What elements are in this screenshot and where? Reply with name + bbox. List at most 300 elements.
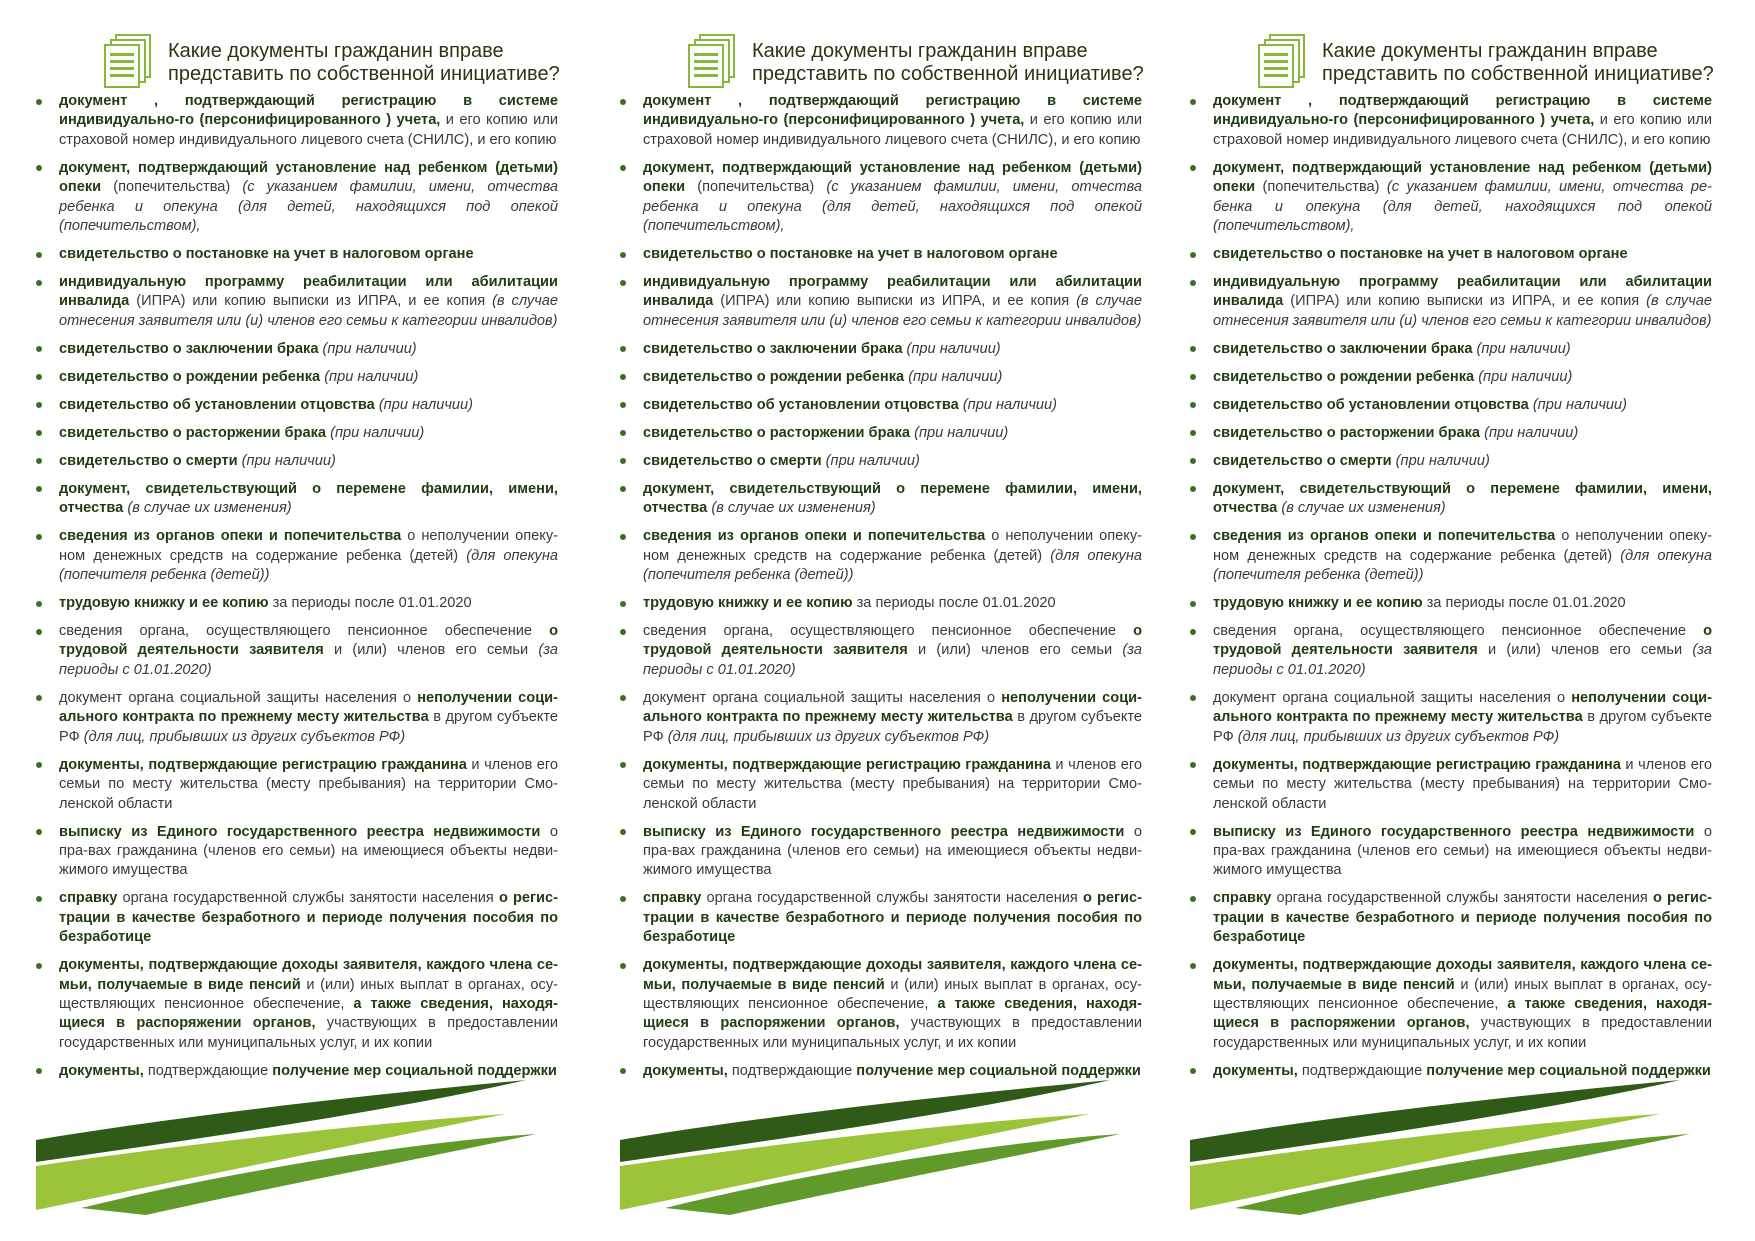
item-bold-text: свидетельство о расторжении брака: [643, 424, 911, 441]
bullet-icon: [620, 165, 626, 171]
list-item: [620, 622, 1142, 680]
green-swoosh-decoration: [1190, 1080, 1730, 1215]
item-bold-text: документы, подтверждающие регистрацию гражданина: [643, 756, 1051, 773]
list-item-text: [59, 480, 558, 519]
list-item-text: [643, 594, 1142, 613]
list-item-text: [643, 452, 1142, 471]
item-bold-text: документы, подтверждающие доходы заявителя, каждого члена се-мьи, получаемые в виде пенсий: [643, 957, 1142, 993]
item-regular-text-2: участвующих в предоставлении государственных или муниципальных услуг, и их копии: [643, 1015, 1142, 1051]
item-regular-text-2: и (или) членов его семьи: [907, 642, 1123, 659]
list-item-text: [1213, 368, 1712, 387]
item-regular-text: за периоды после 01.01.2020: [268, 595, 472, 612]
item-bold-text-2: получение мер социальной поддержки: [856, 1062, 1141, 1079]
list-item-text: [643, 823, 1142, 881]
item-regular-text-2: в другом субъекте РФ: [1213, 709, 1713, 745]
list-item: [1190, 956, 1712, 1053]
item-italic-text: (с указанием фамилии, имени, отчества ребенка и опекуна (для детей, находящихся под опекой (попечительством),: [643, 179, 1142, 235]
list-item-text: [59, 245, 558, 264]
list-item: [620, 245, 1142, 264]
bullet-icon: [36, 165, 42, 171]
bullet-icon: [620, 346, 626, 352]
item-italic-text: (в случае отнесения заявителя или (и) членов его семьи к категории инвалидов): [59, 293, 558, 329]
item-bold-text: свидетельство о рождении ребенка: [59, 368, 321, 385]
list-item: [620, 1062, 1142, 1081]
list-item-text: [643, 689, 1142, 747]
list-item-text: [643, 756, 1142, 814]
item-regular-text-2: в другом субъекте РФ: [59, 709, 559, 745]
list-item-text: [1213, 622, 1712, 680]
item-regular-text: (попечительства): [101, 179, 243, 196]
bullet-icon: [36, 829, 42, 835]
item-bold-text-2: получение мер социальной поддержки: [1426, 1062, 1711, 1079]
bullet-icon: [36, 762, 42, 768]
item-regular-text: (попечительства): [685, 179, 827, 196]
list-item: [620, 92, 1142, 150]
list-item: [1190, 756, 1712, 814]
list-item-text: [59, 159, 558, 237]
list-item: [620, 956, 1142, 1053]
list-item-text: [59, 689, 558, 747]
bullet-icon: [36, 896, 42, 902]
list-item: [1190, 622, 1712, 680]
item-regular-text-2: и (или) членов его семьи: [323, 642, 539, 659]
column-header: [686, 34, 1156, 94]
bullet-icon: [36, 534, 42, 540]
item-regular-text: о неполучении опеку-ном денежных средств на содержание ребенка (детей): [59, 528, 558, 564]
list-item: [36, 480, 558, 519]
list-item: [1190, 452, 1712, 471]
list-item: [620, 689, 1142, 747]
item-bold-text: выписку из Единого государственного реестра недвижимости: [1213, 823, 1695, 840]
bullet-icon: [620, 486, 626, 492]
list-item-text: [643, 889, 1142, 947]
item-bold-text: документ , подтверждающий регистрацию в системе индивидуально-го (персонифицированного ) учета,: [643, 93, 1142, 129]
item-bold-text: трудовую книжку и ее копию: [59, 595, 269, 612]
bullet-icon: [1190, 829, 1196, 835]
list-item: [36, 92, 558, 150]
list-item: [36, 159, 558, 237]
bullet-icon: [1190, 896, 1196, 902]
item-bold-text: свидетельство о смерти: [1213, 452, 1392, 469]
item-italic-text: (при наличии): [914, 424, 1009, 441]
item-italic-text: (в случае отнесения заявителя или (и) членов его семьи к категории инвалидов): [1213, 293, 1712, 329]
item-italic-text: (при наличии): [1395, 452, 1490, 469]
item-bold-text: индивидуальную программу реабилитации или абилитации инвалида: [1213, 274, 1712, 310]
item-regular-text: о неполучении опеку-ном денежных средств на содержание ребенка (детей): [1213, 528, 1712, 564]
bullet-icon: [36, 1068, 42, 1074]
list-item: [620, 424, 1142, 443]
bullet-icon: [620, 629, 626, 635]
list-item: [1190, 368, 1712, 387]
item-regular-text: и членов его семьи по месту жительства (месту пребывания) на территории Смо-ленской области: [1213, 756, 1713, 812]
list-item-text: [59, 368, 558, 387]
bullet-icon: [36, 486, 42, 492]
bullet-icon: [620, 963, 626, 969]
item-italic-text: (при наличии): [1476, 340, 1571, 357]
item-bold-text-2: неполучении соци-ального контракта по прежнему месту жительства: [643, 689, 1142, 726]
list-item: [620, 396, 1142, 415]
item-regular-text: и его копию или страховой номер индивидуального лицевого счета (СНИЛС), и его копию: [1213, 112, 1712, 148]
column-title: [168, 40, 560, 86]
list-item-text: [643, 159, 1142, 237]
item-regular-text: документ органа социальной защиты населения о: [59, 689, 418, 706]
item-italic-text: (при наличии): [330, 424, 425, 441]
bullet-icon: [620, 1068, 626, 1074]
list-item: [36, 622, 558, 680]
item-bold-text: документы, подтверждающие регистрацию гражданина: [59, 756, 467, 773]
green-swoosh-decoration: [36, 1080, 576, 1215]
bullet-icon: [36, 402, 42, 408]
list-item-text: [1213, 245, 1712, 264]
item-bold-text: свидетельство о заключении брака: [59, 340, 319, 357]
item-bold-text: свидетельство о постановке на учет в налоговом органе: [59, 246, 474, 263]
item-italic-text: (в случае их изменения): [1281, 500, 1446, 517]
list-item: [620, 480, 1142, 519]
item-italic-text: (за периоды с 01.01.2020): [643, 642, 1142, 678]
list-item-text: [1213, 480, 1712, 519]
item-regular-text-2: и (или) членов его семьи: [1477, 642, 1693, 659]
bullet-icon: [36, 280, 42, 286]
title-line-2: представить по собственной инициативе?: [168, 63, 560, 85]
item-italic-text: (при наличии): [324, 368, 419, 385]
list-item-text: [1213, 889, 1712, 947]
list-item: [36, 396, 558, 415]
list-item: [1190, 92, 1712, 150]
bullet-icon: [1190, 99, 1196, 105]
item-regular-text: за периоды после 01.01.2020: [1422, 595, 1626, 612]
list-item-text: [59, 424, 558, 443]
item-bold-text: документ, свидетельствующий о перемене фамилии, имени, отчества: [643, 480, 1142, 517]
list-item-text: [59, 956, 558, 1053]
list-item-text: [1213, 756, 1712, 814]
list-item: [1190, 159, 1712, 237]
list-item: [36, 527, 558, 585]
item-italic-text: (при наличии): [906, 340, 1001, 357]
bullet-icon: [1190, 695, 1196, 701]
bullet-icon: [620, 402, 626, 408]
bullet-icon: [36, 458, 42, 464]
column-title: [1322, 40, 1714, 86]
item-regular-text: органа государственной службы занятости населения: [701, 890, 1083, 907]
bullet-icon: [1190, 486, 1196, 492]
item-regular-text-2: участвующих в предоставлении государственных или муниципальных услуг, и их копии: [59, 1015, 558, 1051]
list-item-text: [59, 92, 558, 150]
item-bold-text: документ , подтверждающий регистрацию в системе индивидуально-го (персонифицированного ) учета,: [1213, 93, 1712, 129]
item-italic-text: (для лиц, прибывших из других субъектов РФ): [1237, 728, 1560, 745]
item-italic-text: (при наличии): [322, 340, 417, 357]
bullet-icon: [1190, 346, 1196, 352]
list-item: [1190, 273, 1712, 331]
item-italic-text: (за периоды с 01.01.2020): [1213, 642, 1712, 678]
item-bold-text-2: о регис-трации в качестве безработного и периоде получения пособия по безработице: [1213, 890, 1713, 946]
list-item: [36, 245, 558, 264]
bullet-icon: [36, 963, 42, 969]
item-bold-text: документы, подтверждающие доходы заявителя, каждого члена се-мьи, получаемые в виде пенсий: [1213, 957, 1712, 993]
list-item: [1190, 480, 1712, 519]
title-line-1: Какие документы гражданин вправе: [1322, 40, 1658, 62]
item-italic-text: (для опекуна (попечителя ребенка (детей)): [1213, 547, 1712, 584]
item-regular-text: (ИПРА) или копию выписки из ИПРА, и ее копия: [129, 293, 493, 310]
bullet-icon: [36, 601, 42, 607]
bullet-icon: [36, 374, 42, 380]
list-item-text: [1213, 1062, 1712, 1081]
list-item: [36, 424, 558, 443]
bullet-icon: [620, 252, 626, 258]
bullet-icon: [1190, 534, 1196, 540]
list-item-text: [59, 273, 558, 331]
bullet-icon: [36, 346, 42, 352]
bullet-icon: [1190, 402, 1196, 408]
bullet-icon: [1190, 601, 1196, 607]
bullet-icon: [620, 896, 626, 902]
list-item-text: [1213, 823, 1712, 881]
item-regular-text: и членов его семьи по месту жительства (месту пребывания) на территории Смо-ленской области: [59, 756, 559, 812]
item-bold-text-2: а также сведения, находя-щиеся в распоряжении органов,: [1213, 995, 1712, 1032]
bullet-icon: [36, 695, 42, 701]
list-item-text: [1213, 594, 1712, 613]
list-item-text: [1213, 159, 1712, 237]
bullet-icon: [36, 252, 42, 258]
bullet-icon: [1190, 430, 1196, 436]
list-item-text: [643, 424, 1142, 443]
list-item-text: [1213, 340, 1712, 359]
item-bold-text: документы,: [59, 1062, 144, 1079]
list-item: [620, 823, 1142, 881]
leaflet-column-3: [1190, 0, 1714, 1241]
bullet-icon: [36, 629, 42, 635]
item-bold-text: свидетельство о рождении ребенка: [643, 368, 905, 385]
bullet-icon: [620, 280, 626, 286]
item-regular-text: о пра-вах гражданина (членов его семьи) на имеющиеся объекты недви-жимого имущества: [59, 823, 558, 879]
list-item-text: [643, 1062, 1142, 1081]
item-italic-text: (в случае их изменения): [127, 500, 292, 517]
list-item-text: [643, 527, 1142, 585]
item-bold-text: индивидуальную программу реабилитации или абилитации инвалида: [643, 274, 1142, 310]
documents-stack-icon: [686, 34, 736, 88]
item-bold-text: индивидуальную программу реабилитации или абилитации инвалида: [59, 274, 558, 310]
list-item-text: [59, 889, 558, 947]
list-item: [1190, 1062, 1712, 1081]
item-bold-text: свидетельство о заключении брака: [1213, 340, 1473, 357]
item-regular-text: сведения органа, осуществляющего пенсионное обеспечение: [1213, 623, 1704, 640]
list-item: [1190, 889, 1712, 947]
item-regular-text: органа государственной службы занятости населения: [117, 890, 499, 907]
list-item: [620, 452, 1142, 471]
item-regular-text: о пра-вах гражданина (членов его семьи) на имеющиеся объекты недви-жимого имущества: [643, 823, 1142, 879]
item-italic-text: (при наличии): [962, 396, 1057, 413]
item-regular-text: подтверждающие: [727, 1062, 857, 1079]
leaflet-column-2: [620, 0, 1144, 1241]
list-item-text: [643, 956, 1142, 1053]
list-item-text: [643, 92, 1142, 150]
list-item: [1190, 689, 1712, 747]
item-italic-text: (в случае отнесения заявителя или (и) членов его семьи к категории инвалидов): [643, 293, 1142, 329]
list-item: [36, 594, 558, 613]
bullet-icon: [620, 99, 626, 105]
list-item-text: [59, 622, 558, 680]
item-italic-text: (при наличии): [1484, 424, 1579, 441]
item-regular-text: подтверждающие: [143, 1062, 273, 1079]
list-item: [1190, 245, 1712, 264]
bullet-icon: [1190, 280, 1196, 286]
item-regular-text: (ИПРА) или копию выписки из ИПРА, и ее копия: [713, 293, 1077, 310]
list-item: [36, 1062, 558, 1081]
item-bold-text: документы,: [643, 1062, 728, 1079]
documents-list: [620, 92, 1142, 1090]
item-regular-text: документ органа социальной защиты населения о: [1213, 689, 1572, 706]
list-item: [620, 340, 1142, 359]
item-bold-text: документы, подтверждающие регистрацию гражданина: [1213, 756, 1621, 773]
item-bold-text: документ, подтверждающий установление над ребенком (детьми) опеки: [643, 159, 1142, 196]
list-item-text: [1213, 396, 1712, 415]
green-swoosh-decoration: [620, 1080, 1160, 1215]
list-item: [1190, 823, 1712, 881]
item-bold-text: выписку из Единого государственного реестра недвижимости: [59, 823, 541, 840]
list-item-text: [1213, 424, 1712, 443]
bullet-icon: [1190, 963, 1196, 969]
list-item: [1190, 424, 1712, 443]
item-bold-text: документы,: [1213, 1062, 1298, 1079]
item-bold-text: справку: [643, 890, 702, 907]
item-bold-text: свидетельство о расторжении брака: [1213, 424, 1481, 441]
item-bold-text: свидетельство об установлении отцовства: [59, 396, 375, 413]
column-header: [102, 34, 572, 94]
list-item-text: [643, 245, 1142, 264]
bullet-icon: [1190, 165, 1196, 171]
item-bold-text: документ, свидетельствующий о перемене фамилии, имени, отчества: [59, 480, 558, 517]
item-italic-text: (в случае их изменения): [711, 500, 876, 517]
item-italic-text: (для лиц, прибывших из других субъектов РФ): [83, 728, 406, 745]
list-item: [1190, 594, 1712, 613]
list-item: [36, 823, 558, 881]
item-bold-text: документы, подтверждающие доходы заявителя, каждого члена се-мьи, получаемые в виде пенсий: [59, 957, 558, 993]
item-regular-text-2: в другом субъекте РФ: [643, 709, 1143, 745]
item-italic-text: (при наличии): [378, 396, 473, 413]
list-item-text: [59, 1062, 558, 1081]
item-italic-text: (с указанием фамилии, имени, отчества ре-бенка и опекуна (для детей, находящихся под опекой (попечительством),: [1213, 179, 1712, 235]
item-bold-text-2: о регис-трации в качестве безработного и периоде получения пособия по безработице: [59, 890, 559, 946]
item-bold-text: свидетельство о расторжении брака: [59, 424, 327, 441]
item-bold-text-2: получение мер социальной поддержки: [272, 1062, 557, 1079]
item-regular-text: (ИПРА) или копию выписки из ИПРА, и ее копия: [1283, 293, 1647, 310]
item-bold-text-2: о регис-трации в качестве безработного и периоде получения пособия по безработице: [643, 890, 1143, 946]
list-item-text: [59, 340, 558, 359]
item-regular-text: и (или) иных выплат в органах, осу-ществляющих пенсионное обеспечение,: [1213, 976, 1712, 1012]
list-item-text: [59, 756, 558, 814]
item-italic-text: (при наличии): [908, 368, 1003, 385]
documents-list: [36, 92, 558, 1090]
item-bold-text: документ , подтверждающий регистрацию в системе индивидуально-го (персонифицированного ) учета,: [59, 93, 558, 129]
bullet-icon: [1190, 762, 1196, 768]
bullet-icon: [1190, 374, 1196, 380]
list-item: [620, 594, 1142, 613]
list-item: [1190, 527, 1712, 585]
bullet-icon: [620, 430, 626, 436]
item-regular-text: о пра-вах гражданина (членов его семьи) на имеющиеся объекты недви-жимого имущества: [1213, 823, 1712, 879]
item-italic-text: (для опекуна (попечителя ребенка (детей)): [643, 547, 1142, 584]
item-regular-text: органа государственной службы занятости населения: [1271, 890, 1653, 907]
item-italic-text: (при наличии): [825, 452, 920, 469]
item-regular-text: о неполучении опеку-ном денежных средств на содержание ребенка (детей): [643, 528, 1142, 564]
list-item-text: [59, 823, 558, 881]
item-italic-text: (для опекуна (попечителя ребенка (детей)): [59, 547, 558, 584]
list-item: [36, 340, 558, 359]
item-bold-text: справку: [59, 890, 118, 907]
list-item-text: [1213, 273, 1712, 331]
item-bold-text: свидетельство об установлении отцовства: [643, 396, 959, 413]
bullet-icon: [620, 458, 626, 464]
item-regular-text: сведения органа, осуществляющего пенсионное обеспечение: [643, 623, 1134, 640]
item-bold-text-2: а также сведения, находя-щиеся в распоряжении органов,: [59, 995, 558, 1032]
list-item: [1190, 396, 1712, 415]
item-regular-text: и (или) иных выплат в органах, осу-ществляющих пенсионное обеспечение,: [643, 976, 1142, 1012]
bullet-icon: [620, 762, 626, 768]
bullet-icon: [36, 430, 42, 436]
title-line-1: Какие документы гражданин вправе: [752, 40, 1088, 62]
bullet-icon: [1190, 629, 1196, 635]
bullet-icon: [1190, 1068, 1196, 1074]
list-item-text: [1213, 527, 1712, 585]
item-bold-text-2: о трудовой деятельности заявителя: [1213, 623, 1712, 659]
list-item-text: [643, 480, 1142, 519]
list-item-text: [1213, 956, 1712, 1053]
list-item: [36, 756, 558, 814]
title-line-2: представить по собственной инициативе?: [752, 63, 1144, 85]
item-bold-text-2: о трудовой деятельности заявителя: [59, 623, 558, 659]
list-item-text: [643, 340, 1142, 359]
documents-stack-icon: [1256, 34, 1306, 88]
list-item: [620, 756, 1142, 814]
item-bold-text: документ, подтверждающий установление над ребенком (детьми) опеки: [1213, 159, 1712, 196]
bullet-icon: [620, 829, 626, 835]
leaflet-column-1: [36, 0, 560, 1241]
list-item-text: [643, 622, 1142, 680]
list-item: [36, 956, 558, 1053]
item-bold-text: трудовую книжку и ее копию: [643, 595, 853, 612]
item-bold-text: свидетельство о постановке на учет в налоговом органе: [643, 246, 1058, 263]
title-line-2: представить по собственной инициативе?: [1322, 63, 1714, 85]
list-item: [36, 889, 558, 947]
item-bold-text-2: о трудовой деятельности заявителя: [643, 623, 1142, 659]
item-bold-text: сведения из органов опеки и попечительства: [1213, 528, 1556, 545]
item-regular-text: и (или) иных выплат в органах, осу-ществляющих пенсионное обеспечение,: [59, 976, 558, 1012]
item-regular-text: и членов его семьи по месту жительства (месту пребывания) на территории Смо-ленской области: [643, 756, 1143, 812]
list-item: [36, 273, 558, 331]
item-bold-text: справку: [1213, 890, 1272, 907]
item-bold-text-2: неполучении соци-ального контракта по прежнему месту жительства: [59, 689, 558, 726]
column-title: [752, 40, 1144, 86]
bullet-icon: [620, 601, 626, 607]
list-item: [36, 689, 558, 747]
item-bold-text: документ, подтверждающий установление над ребенком (детьми) опеки: [59, 159, 558, 196]
item-italic-text: (при наличии): [241, 452, 336, 469]
bullet-icon: [620, 374, 626, 380]
documents-list: [1190, 92, 1712, 1090]
list-item: [620, 368, 1142, 387]
bullet-icon: [1190, 458, 1196, 464]
item-regular-text: подтверждающие: [1297, 1062, 1427, 1079]
item-italic-text: (для лиц, прибывших из других субъектов РФ): [667, 728, 990, 745]
list-item: [620, 889, 1142, 947]
item-regular-text: сведения органа, осуществляющего пенсионное обеспечение: [59, 623, 550, 640]
column-header: [1256, 34, 1726, 94]
list-item-text: [59, 527, 558, 585]
bullet-icon: [36, 99, 42, 105]
list-item-text: [59, 594, 558, 613]
list-item-text: [1213, 92, 1712, 150]
item-bold-text: свидетельство об установлении отцовства: [1213, 396, 1529, 413]
list-item-text: [1213, 452, 1712, 471]
